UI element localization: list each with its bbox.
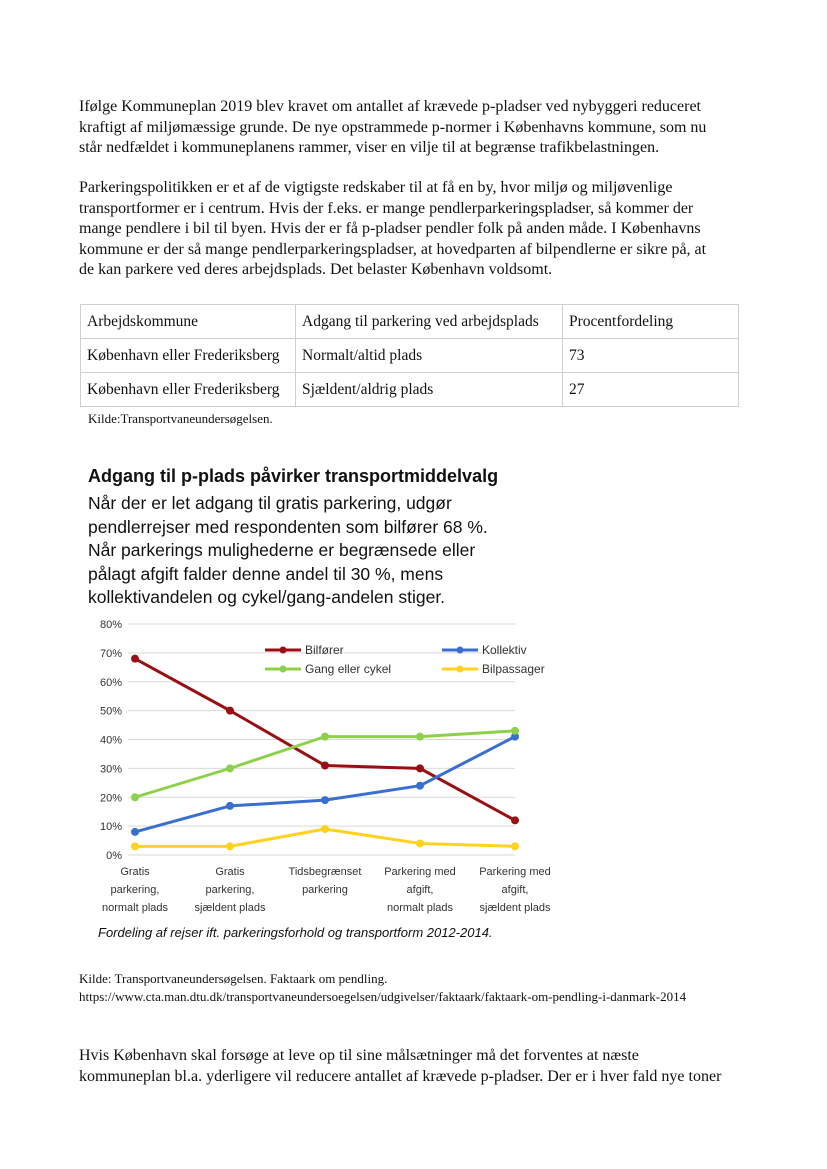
table-header-row <box>81 305 739 339</box>
figure-caption: Fordeling af rejser ift. parkeringsforhold og transportform 2012-2014. <box>98 925 493 940</box>
table-cell: København eller Frederiksberg <box>81 373 296 407</box>
text-line: kraftigt af miljømæssige grunde. De nye opstrammede p-normer i Københavns kommune, som nu <box>79 118 707 136</box>
legend-marker <box>280 647 287 654</box>
x-tick-label: afgift, <box>406 884 434 896</box>
table-cell: 73 <box>563 339 739 373</box>
text-line: pålagt afgift falder denne andel til 30 %, mens <box>88 563 444 584</box>
table-header-cell: Arbejdskommune <box>81 305 296 339</box>
x-tick-label: normalt plads <box>101 902 169 914</box>
references <box>79 970 686 1005</box>
table-row <box>81 339 739 373</box>
x-tick-label: Gratis <box>215 866 245 878</box>
text-line: står nedfældet i kommuneplanens rammer, viser en vilje til at begrænse trafikbelastningen. <box>79 139 660 156</box>
legend-marker <box>280 666 287 673</box>
table-header-cell: Adgang til parkering ved arbejdsplads <box>296 305 563 339</box>
data-point <box>416 733 424 741</box>
text-line: Parkeringspolitikken er et af de vigtigste redskaber til at få en by, hvor miljø og miljøvenlige <box>79 179 673 196</box>
text-line: kollektivandelen og cykel/gang-andelen stiger. <box>88 587 446 607</box>
legend-label: Bilfører <box>305 643 344 657</box>
legend-label: Bilpassager <box>482 662 545 676</box>
figure-text <box>88 492 488 610</box>
text-line: Hvis København skal forsøge at leve op til sine målsætninger må det forventes at næste <box>79 1047 639 1064</box>
y-tick-label: 0% <box>106 850 122 862</box>
x-tick-label: normalt plads <box>386 902 454 914</box>
figure-title: Adgang til p-plads påvirker transportmiddelvalg <box>88 466 499 486</box>
legend-label: Gang eller cykel <box>305 662 392 676</box>
data-point <box>321 796 329 804</box>
y-tick-label: 80% <box>99 619 122 631</box>
reference-line: Kilde: Transportvaneundersøgelsen. Faktaark om pendling. <box>79 971 388 986</box>
data-point <box>416 782 424 790</box>
y-tick-label: 50% <box>99 705 122 718</box>
data-point <box>226 764 234 772</box>
legend-label: Kollektiv <box>482 643 527 657</box>
x-tick-label: Parkering med <box>479 866 551 878</box>
data-point <box>226 802 234 810</box>
intro-paragraph-1 <box>79 97 759 159</box>
x-tick-label: Tidsbegrænset <box>288 866 362 878</box>
data-point <box>511 842 519 850</box>
intro-paragraph-2 <box>79 178 759 281</box>
data-point <box>416 839 424 847</box>
x-tick-label: parkering, <box>110 884 160 896</box>
data-point <box>321 825 329 833</box>
text-line: Når der er let adgang til gratis parkering, udgør <box>88 493 452 513</box>
x-tick-label: sjældent plads <box>194 902 266 914</box>
text-line: Ifølge Kommuneplan 2019 blev kravet om antallet af krævede p-pladser ved nybyggeri reduceret <box>79 98 701 115</box>
y-tick-label: 40% <box>99 734 122 747</box>
x-tick-label: sjældent plads <box>479 902 551 914</box>
data-point <box>511 727 519 735</box>
text-line: Når parkerings mulighederne er begrænsede eller <box>88 540 476 560</box>
x-tick-label: Parkering med <box>384 866 456 878</box>
data-point <box>226 842 234 850</box>
x-tick-label: parkering <box>302 884 348 896</box>
data-point <box>131 842 139 850</box>
data-point <box>416 764 424 772</box>
reference-link[interactable]: https://www.cta.man.dtu.dk/transportvaneundersoegelsen/udgivelser/faktaark/faktaark-om-pendling-i-danmark-2014 <box>79 988 687 1004</box>
data-point <box>131 828 139 836</box>
text-line: transportformer er i centrum. Hvis der f.eks. er mange pendlerparkeringspladser, så kommer der <box>79 199 694 217</box>
table-cell: 27 <box>563 373 739 407</box>
x-tick-label: afgift, <box>501 884 529 896</box>
text-line: kommuneplan bl.a. yderligere vil reducere antallet af krævede p-pladser. Der er i hver fald nye toner <box>79 1067 722 1085</box>
table-header-cell: Procentfordeling <box>563 305 739 339</box>
data-point <box>131 793 139 801</box>
x-tick-label: Gratis <box>120 866 150 878</box>
parking-table <box>80 304 739 407</box>
text-line: mange pendlere i bil til byen. Hvis der er få p-pladser pendler folk på anden måde. I Københavns <box>79 220 701 237</box>
text-line: kommune er der så mange pendlerparkeringspladser, at hovedparten af bilpendlerne er sikre på, at <box>79 240 707 258</box>
data-point <box>511 816 519 824</box>
table-cell: København eller Frederiksberg <box>81 339 296 373</box>
table-cell: Normalt/altid plads <box>296 339 563 373</box>
data-point <box>131 655 139 663</box>
table-row <box>81 373 739 407</box>
x-tick-label: parkering, <box>205 884 255 896</box>
data-point <box>321 733 329 741</box>
y-tick-label: 10% <box>99 821 122 834</box>
y-tick-label: 30% <box>99 763 122 776</box>
y-tick-label: 20% <box>99 792 122 805</box>
y-tick-label: 60% <box>99 676 122 689</box>
y-tick-label: 70% <box>99 647 122 660</box>
data-point <box>321 761 329 769</box>
table-cell: Sjældent/aldrig plads <box>296 373 563 407</box>
outro-paragraph <box>79 1046 759 1087</box>
text-line: de kan parkere ved deres arbejdsplads. Det belaster København voldsomt. <box>79 261 553 278</box>
legend-marker <box>457 647 464 654</box>
series-line <box>135 737 515 832</box>
table-source: Kilde:Transportvaneundersøgelsen. <box>88 411 273 426</box>
line-chart <box>80 612 570 922</box>
legend-marker <box>457 666 464 673</box>
text-line: pendlerrejser med respondenten som bilfører 68 %. <box>88 516 488 537</box>
data-point <box>226 707 234 715</box>
